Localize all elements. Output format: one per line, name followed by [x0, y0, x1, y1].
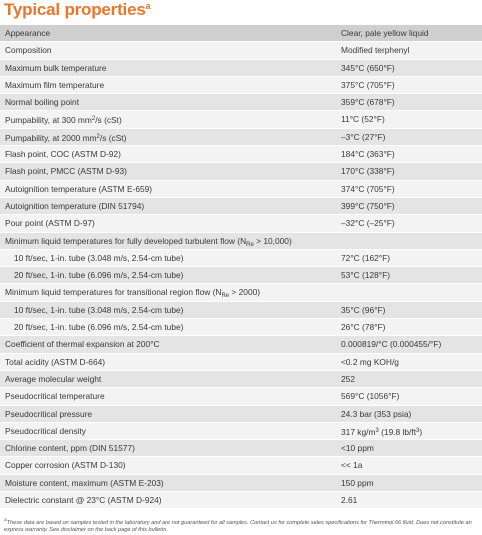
property-subscript: Re: [246, 241, 254, 248]
property-superscript: 2: [91, 116, 96, 123]
property-text: Pseudocritical temperature: [5, 391, 105, 402]
property-value: –32°C (–25°F): [341, 218, 395, 229]
property-label: [5, 94, 79, 110]
property-value: 72°C (162°F): [341, 252, 391, 263]
property-value: << 1a: [341, 460, 363, 471]
property-value: 53°C (128°F): [341, 270, 391, 281]
table-row: [0, 371, 482, 388]
table-row: [0, 215, 482, 232]
property-value: –3°C (27°F): [341, 131, 386, 142]
property-label: [14, 250, 183, 266]
property-text: 10 ft/sec, 1-in. tube (3.048 m/s, 2.54-cm tube): [14, 304, 184, 315]
property-label: [5, 163, 127, 179]
property-value: 24.3 bar (353 psia): [341, 408, 412, 419]
property-label: [5, 198, 144, 214]
property-text: Moisture content, maximum (ASTM E-203): [5, 477, 164, 488]
property-text: Coefficient of thermal expansion at 200°C: [5, 339, 160, 350]
table-row: [0, 284, 482, 301]
property-text: Composition: [5, 45, 52, 56]
property-value: Modified terphenyl: [341, 45, 410, 56]
property-label: [5, 423, 86, 439]
property-value: Clear, pale yellow liquid: [341, 28, 429, 38]
property-label: [5, 440, 135, 456]
property-value: 569°C (1056°F): [341, 391, 400, 402]
property-text: Autoignition temperature (DIN 51794): [5, 200, 145, 211]
property-subscript: Re: [221, 293, 230, 300]
value-text: (19.8 lb/ft: [378, 426, 417, 437]
property-text: > 2000): [229, 287, 261, 298]
property-label: [5, 77, 104, 93]
property-label: [5, 406, 92, 422]
table-row: [0, 336, 482, 353]
property-value: 374°C (705°F): [341, 183, 395, 194]
table-row: [0, 111, 482, 128]
property-value: 252: [341, 373, 355, 384]
value-superscript: 3: [375, 427, 379, 434]
property-label: [5, 336, 160, 352]
footnote: [4, 516, 478, 535]
property-text: Pour point (ASTM D-97): [5, 218, 95, 229]
property-value: 35°C (96°F): [341, 304, 386, 315]
property-text: 20 ft/sec, 1-in. tube (6.096 m/s, 2.54-cm tube): [14, 270, 184, 281]
property-label: [5, 42, 52, 58]
property-text: Copper corrosion (ASTM D-130): [5, 460, 126, 471]
property-label: [5, 111, 122, 128]
property-label: [5, 371, 101, 387]
property-text: Flash point, COC (ASTM D-92): [5, 149, 121, 160]
property-text: /s (cSt): [95, 115, 122, 126]
property-value: 345°C (650°F): [341, 62, 395, 73]
property-text: Chlorine content, ppm (DIN 51577): [5, 443, 135, 454]
table-row: [0, 440, 482, 457]
property-text: Total acidity (ASTM D-664): [5, 356, 106, 367]
table-row: [0, 129, 482, 146]
table-row: [0, 406, 482, 423]
property-text: Appearance: [5, 28, 51, 38]
table-row: [0, 302, 482, 319]
property-label: [5, 492, 162, 508]
property-text: Maximum bulk temperature: [5, 62, 107, 73]
property-text: 10 ft/sec, 1-in. tube (3.048 m/s, 2.54-cm tube): [14, 252, 184, 263]
table-row: [0, 354, 482, 371]
property-text: Average molecular weight: [5, 373, 102, 384]
property-value: 2.61: [341, 495, 358, 506]
table-row: [0, 233, 482, 250]
property-text: Pseudocritical density: [5, 425, 86, 436]
property-value: 150 ppm: [341, 477, 374, 488]
property-value: 375°C (705°F): [341, 79, 395, 90]
table-row: [0, 42, 482, 59]
table-row: [0, 423, 482, 440]
property-value: [341, 423, 422, 440]
footnote-text: These data are based on samples tested in the laboratory and are not guaranteed for all samples. Contact us for complete sales specifications for Therminol 66 fluid. Does not constitute an express warranty. See disclaimer on the back page of this bulletin.: [4, 519, 472, 534]
table-row: [0, 492, 482, 509]
property-label: [5, 181, 152, 197]
title-footnote-marker: a: [145, 1, 151, 11]
title-text: Typical properties: [4, 0, 146, 19]
property-text: Minimum liquid temperatures for transitional region flow (N: [5, 287, 222, 298]
property-label: [14, 319, 183, 335]
property-value: 170°C (338°F): [341, 166, 395, 177]
property-label: [5, 354, 105, 370]
property-label: [5, 146, 121, 162]
table-row: [0, 250, 482, 267]
property-value: 26°C (78°F): [341, 322, 386, 333]
property-value: <10 ppm: [341, 443, 374, 454]
property-text: Pumpability, at 300 mm: [5, 115, 92, 126]
property-value: <0.2 mg KOH/g: [341, 356, 399, 367]
property-text: Normal boiling point: [5, 97, 80, 108]
property-text: Autoignition temperature (ASTM E-659): [5, 183, 153, 194]
property-label: [5, 129, 126, 146]
property-value: 359°C (678°F): [341, 97, 395, 108]
table-row: [0, 25, 482, 42]
property-text: Pumpability, at 2000 mm: [5, 132, 97, 143]
property-text: Pseudocritical pressure: [5, 408, 93, 419]
property-label: [5, 25, 50, 41]
property-text: > 10,000): [253, 235, 292, 246]
table-row: [0, 267, 482, 284]
table-row: [0, 146, 482, 163]
value-superscript: 3: [416, 427, 420, 434]
property-value: 184°C (363°F): [341, 149, 395, 160]
property-text: Minimum liquid temperatures for fully developed turbulent flow (N: [5, 235, 247, 246]
property-label: [5, 215, 95, 231]
property-label: [14, 302, 183, 318]
footnote-marker: a: [4, 517, 7, 522]
table-row: [0, 60, 482, 77]
properties-table: [0, 25, 482, 509]
property-label: [5, 475, 164, 491]
table-row: [0, 163, 482, 180]
property-label: [5, 60, 106, 76]
property-label: [5, 457, 126, 473]
value-text: ): [419, 426, 423, 437]
table-row: [0, 457, 482, 474]
table-row: [0, 94, 482, 111]
property-text: 20 ft/sec, 1-in. tube (6.096 m/s, 2.54-cm tube): [14, 322, 184, 333]
property-label: [5, 388, 105, 404]
property-value: 11°C (52°F): [341, 114, 385, 125]
property-value: 399°C (750°F): [341, 200, 395, 211]
section-title: [4, 0, 150, 22]
property-text: Flash point, PMCC (ASTM D-93): [5, 166, 127, 177]
table-row: [0, 475, 482, 492]
table-row: [0, 198, 482, 215]
table-row: [0, 388, 482, 405]
property-text: Maximum film temperature: [5, 79, 105, 90]
property-label: [14, 267, 183, 283]
property-value: 0.000819/°C (0.000455/°F): [341, 339, 442, 350]
property-text: /s (cSt): [99, 132, 127, 143]
property-text: Dielectric constant @ 23°C (ASTM D-924): [5, 495, 162, 506]
value-text: 317 kg/m: [341, 426, 376, 437]
table-row: [0, 319, 482, 336]
table-row: [0, 77, 482, 94]
table-row: [0, 181, 482, 198]
property-superscript: 2: [96, 133, 100, 140]
